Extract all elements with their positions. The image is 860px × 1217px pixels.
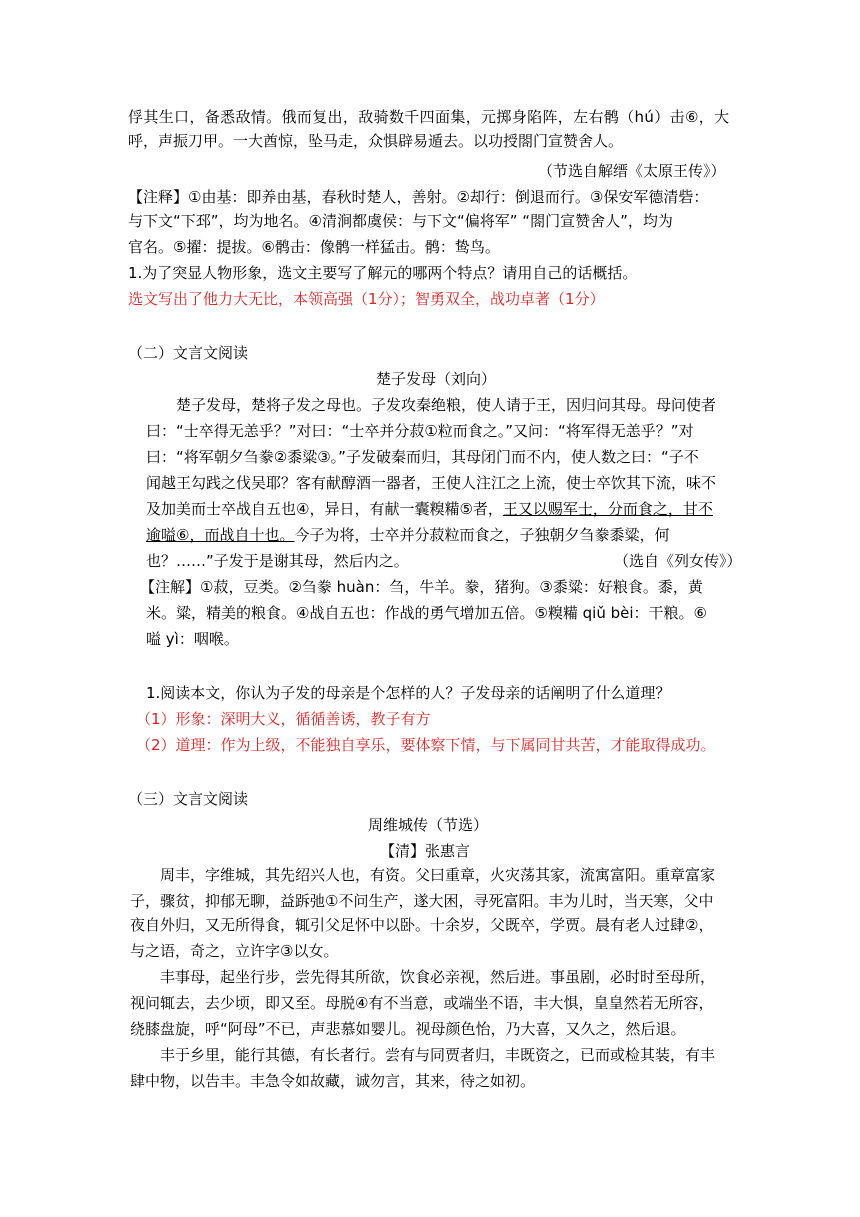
passage-line: 子，骤贫，抑郁无聊，益跅弛①不问生产，遂大困，寻死富阳。丰为儿时，当天寒，父中 [130, 892, 714, 910]
question: 1.为了突显人物形象，选文主要写了解元的哪两个特点？请用自己的话概括。 [128, 264, 638, 282]
passage-line: 与之语，奇之，立许字③以女。 [130, 942, 339, 960]
passage-line: 呼，声振刀甲。一大酋惊，坠马走，众惧辟易遁去。以功授閤门宣赞舍人。 [128, 132, 624, 150]
section-heading: （三）文言文阅读 [128, 790, 249, 808]
passage-line: 周丰，字维城，其先绍兴人也，有资。父曰重章，火灾荡其家，流寓富阳。重章富家 [160, 866, 716, 884]
passage-author: 【清】张惠言 [380, 842, 471, 860]
passage-line: 肆中物，以告丰。丰急令如故藏，诚勿言，其来，待之如初。 [130, 1072, 536, 1090]
passage-title: 楚子发母（刘向） [376, 370, 497, 388]
passage-line: 视问辄去，去少顷，即又至。母脱④有不当意，或端坐不语，丰大惧，皇皇然若无所容， [130, 994, 714, 1012]
source-citation: （选自《列女传》） [614, 552, 742, 570]
passage-line [146, 498, 713, 520]
passage-text: 今子为将，士卒并分菽粒而食之，子独朝夕刍豢黍粱，何 [294, 526, 670, 544]
notes-line: 官名。⑤擢：提拔。⑥鹘击：像鹘一样猛击。鹘：鸷鸟。 [128, 238, 500, 256]
answer: 选文写出了他力大无比，本领高强（1分）；智勇双全，战功卓著（1分） [128, 290, 605, 308]
passage-title: 周维城传（节选） [368, 816, 489, 834]
passage-line: 丰事母，起坐行步，尝先得其所欲，饮食必亲视，然后进。事虽剧，必时时至母所， [160, 968, 716, 986]
notes-line: 米。粱，精美的粮食。④战自五也：作战的勇气增加五倍。⑤糗糒 qiǔ bèi：干粮。⑥ [146, 604, 707, 622]
underlined-sentence: 逾嗌⑥，而战自十也。 [146, 526, 295, 544]
passage-line: 闻越王勾践之伐吴耶？客有献醇酒一器者，王使人注江之上流，使士卒饮其下流，味不 [146, 474, 717, 492]
notes-line: 【注解】①菽，豆类。②刍豢 huàn：刍，牛羊。豢，猪狗。③黍粱：好粮食。黍，黄 [140, 578, 703, 596]
question: 1.阅读本文，你认为子发的母亲是个怎样的人？子发母亲的话阐明了什么道理？ [146, 684, 671, 702]
source-citation: （节选自解缙《太原王传》） [538, 162, 726, 180]
passage-line: 俘其生口，备悉敌情。俄而复出，敌骑数千四面集，元掷身陷阵，左右鹘（hú）击⑥，大 [128, 108, 730, 126]
notes-line: 【注释】①由基：即养由基，春秋时楚人，善射。②却行：倒退而行。③保安军德清砦： [128, 188, 709, 206]
passage-line: 曰：“将军朝夕刍豢②黍粱③。”子发破秦而归，其母闭门而不内，使人数之曰：“子不 [146, 448, 699, 466]
passage-line: 曰：“士卒得无恙乎？”对曰：“士卒并分菽①粒而食之。”又问：“将军得无恙乎？”对 [146, 422, 694, 440]
underlined-sentence: 王又以赐军士，分而食之，甘不 [502, 500, 713, 518]
passage-line: 夜自外归，又无所得食，辄引父足怀中以卧。十余岁，父既卒，学贾。晨有老人过肆②， [130, 916, 714, 934]
passage-line: 楚子发母，楚将子发之母也。子发攻秦绝粮，使人请于王，因归问其母。母问使者 [176, 396, 717, 414]
answer: （1）形象：深明大义，循循善诱，教子有方 [136, 710, 431, 728]
notes-line: 嗌 yì：咽喉。 [146, 630, 239, 648]
notes-line: 与下文“下邳”，均为地名。④清涧都虞侯：与下文“偏将军” “閤门宣赞舍人”，均为 [128, 212, 673, 230]
passage-line: 丰于乡里，能行其德，有长者行。尝有与同贾者归，丰既资之，已而或检其装，有丰 [160, 1046, 716, 1064]
section-heading: （二）文言文阅读 [128, 344, 249, 362]
passage-line [146, 524, 669, 546]
answer: （2）道理：作为上级，不能独自享乐，要体察下情，与下属同甘共苦，才能取得成功。 [136, 736, 716, 754]
passage-text: 及加美而士卒战自五也④，异日，有献一囊糗糒⑤者， [146, 500, 503, 518]
passage-line: 也？……”子发于是谢其母，然后内之。 [146, 552, 409, 570]
passage-line: 绕膝盘旋，呼“阿母”不已，声悲慕如婴儿。视母颜色怡，乃大喜，又久之，然后退。 [130, 1020, 686, 1038]
